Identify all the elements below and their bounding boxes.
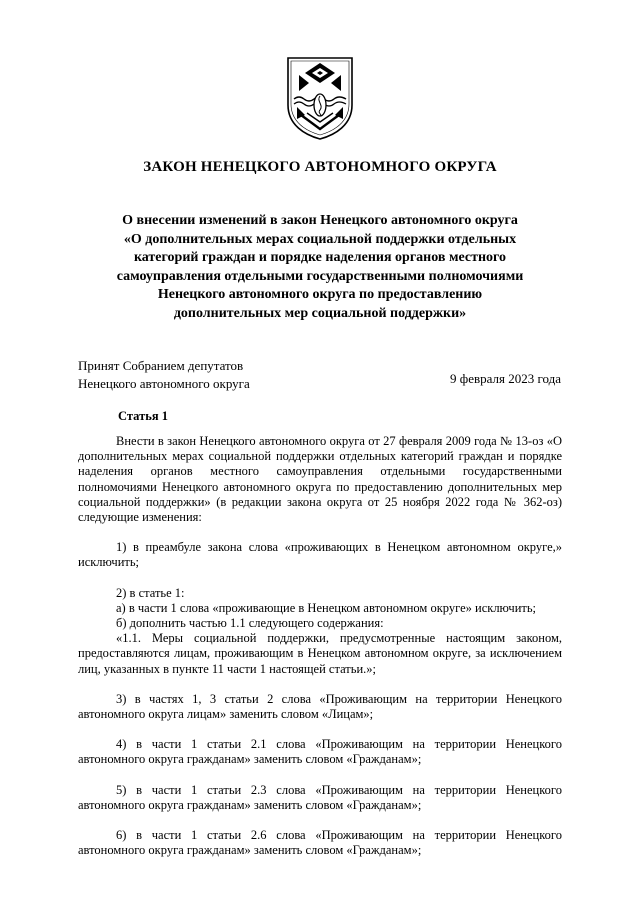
amendment-item-2a: а) в части 1 слова «проживающие в Ненецком автономном округе» исключить; [116, 600, 537, 615]
subtitle-line: О внесении изменений в закон Ненецкого автономного округа [122, 213, 518, 228]
law-subtitle [70, 212, 570, 324]
subtitle-line: «О дополнительных мерах социальной поддержки отдельных [123, 231, 517, 247]
subtitle-line: самоуправления отдельными государственными полномочиями [116, 268, 524, 284]
article-body [78, 434, 562, 858]
amendment-item-2b: б) дополнить частью 1.1 следующего содержания: [116, 616, 384, 631]
adoption-line: Ненецкого автономного округа [78, 376, 250, 391]
law-title: ЗАКОН НЕНЕЦКОГО АВТОНОМНОГО ОКРУГА [143, 159, 497, 175]
amendment-item-2-quote: «1.1. Меры социальной поддержки, предусмотренные настоящим законом, предоставляются лицам, проживающим в Ненецком автономном округе, за исключением лиц, указанных в пункте 11 части 1 настоящей статьи.»; [78, 631, 562, 676]
amendment-item-3: 3) в частях 1, 3 статьи 2 слова «Проживающим на территории Ненецкого автономного округа лицам» заменить словом «Лицам»; [78, 691, 562, 722]
amendment-item-2-head: 2) в статье 1: [116, 585, 185, 600]
subtitle-line: категорий граждан и порядке наделения органов местного [133, 250, 507, 266]
adoption-line: Принят Собранием депутатов [78, 358, 244, 373]
adoption-statement [78, 357, 250, 393]
coat-of-arms-emblem [285, 55, 355, 141]
article-heading: Статья 1 [118, 409, 168, 423]
amendment-item-5: 5) в части 1 статьи 2.3 слова «Проживающим на территории Ненецкого автономного округа гражданам» заменить словом «Гражданам»; [78, 782, 562, 812]
article-intro: Внести в закон Ненецкого автономного округа от 27 февраля 2009 года № 13-оз «О дополнительных мерах социальной поддержки отдельных категорий граждан и порядке наделения органов местного самоуправления отдельными государственными полномочиями Ненецкого автономного округа по предоставлению дополнительных мер социальной поддержки» (в редакции закона округа от 25 ноября 2022 года № 362-оз) следующие изменения: [78, 434, 562, 525]
amendment-item-1: 1) в преамбуле закона слова «проживающих в Ненецком автономном округе,» исключить; [78, 540, 562, 570]
adoption-date: 9 февраля 2023 года [450, 371, 561, 386]
amendment-item-4: 4) в части 1 статьи 2.1 слова «Проживающим на территории Ненецкого автономного округа гражданам» заменить словом «Гражданам»; [78, 737, 562, 767]
amendment-item-6: 6) в части 1 статьи 2.6 слова «Проживающим на территории Ненецкого автономного округа гражданам» заменить словом «Гражданам»; [78, 828, 562, 858]
subtitle-line: дополнительных мер социальной поддержки» [173, 305, 467, 321]
subtitle-line: Ненецкого автономного округа по предоставлению [157, 287, 483, 303]
